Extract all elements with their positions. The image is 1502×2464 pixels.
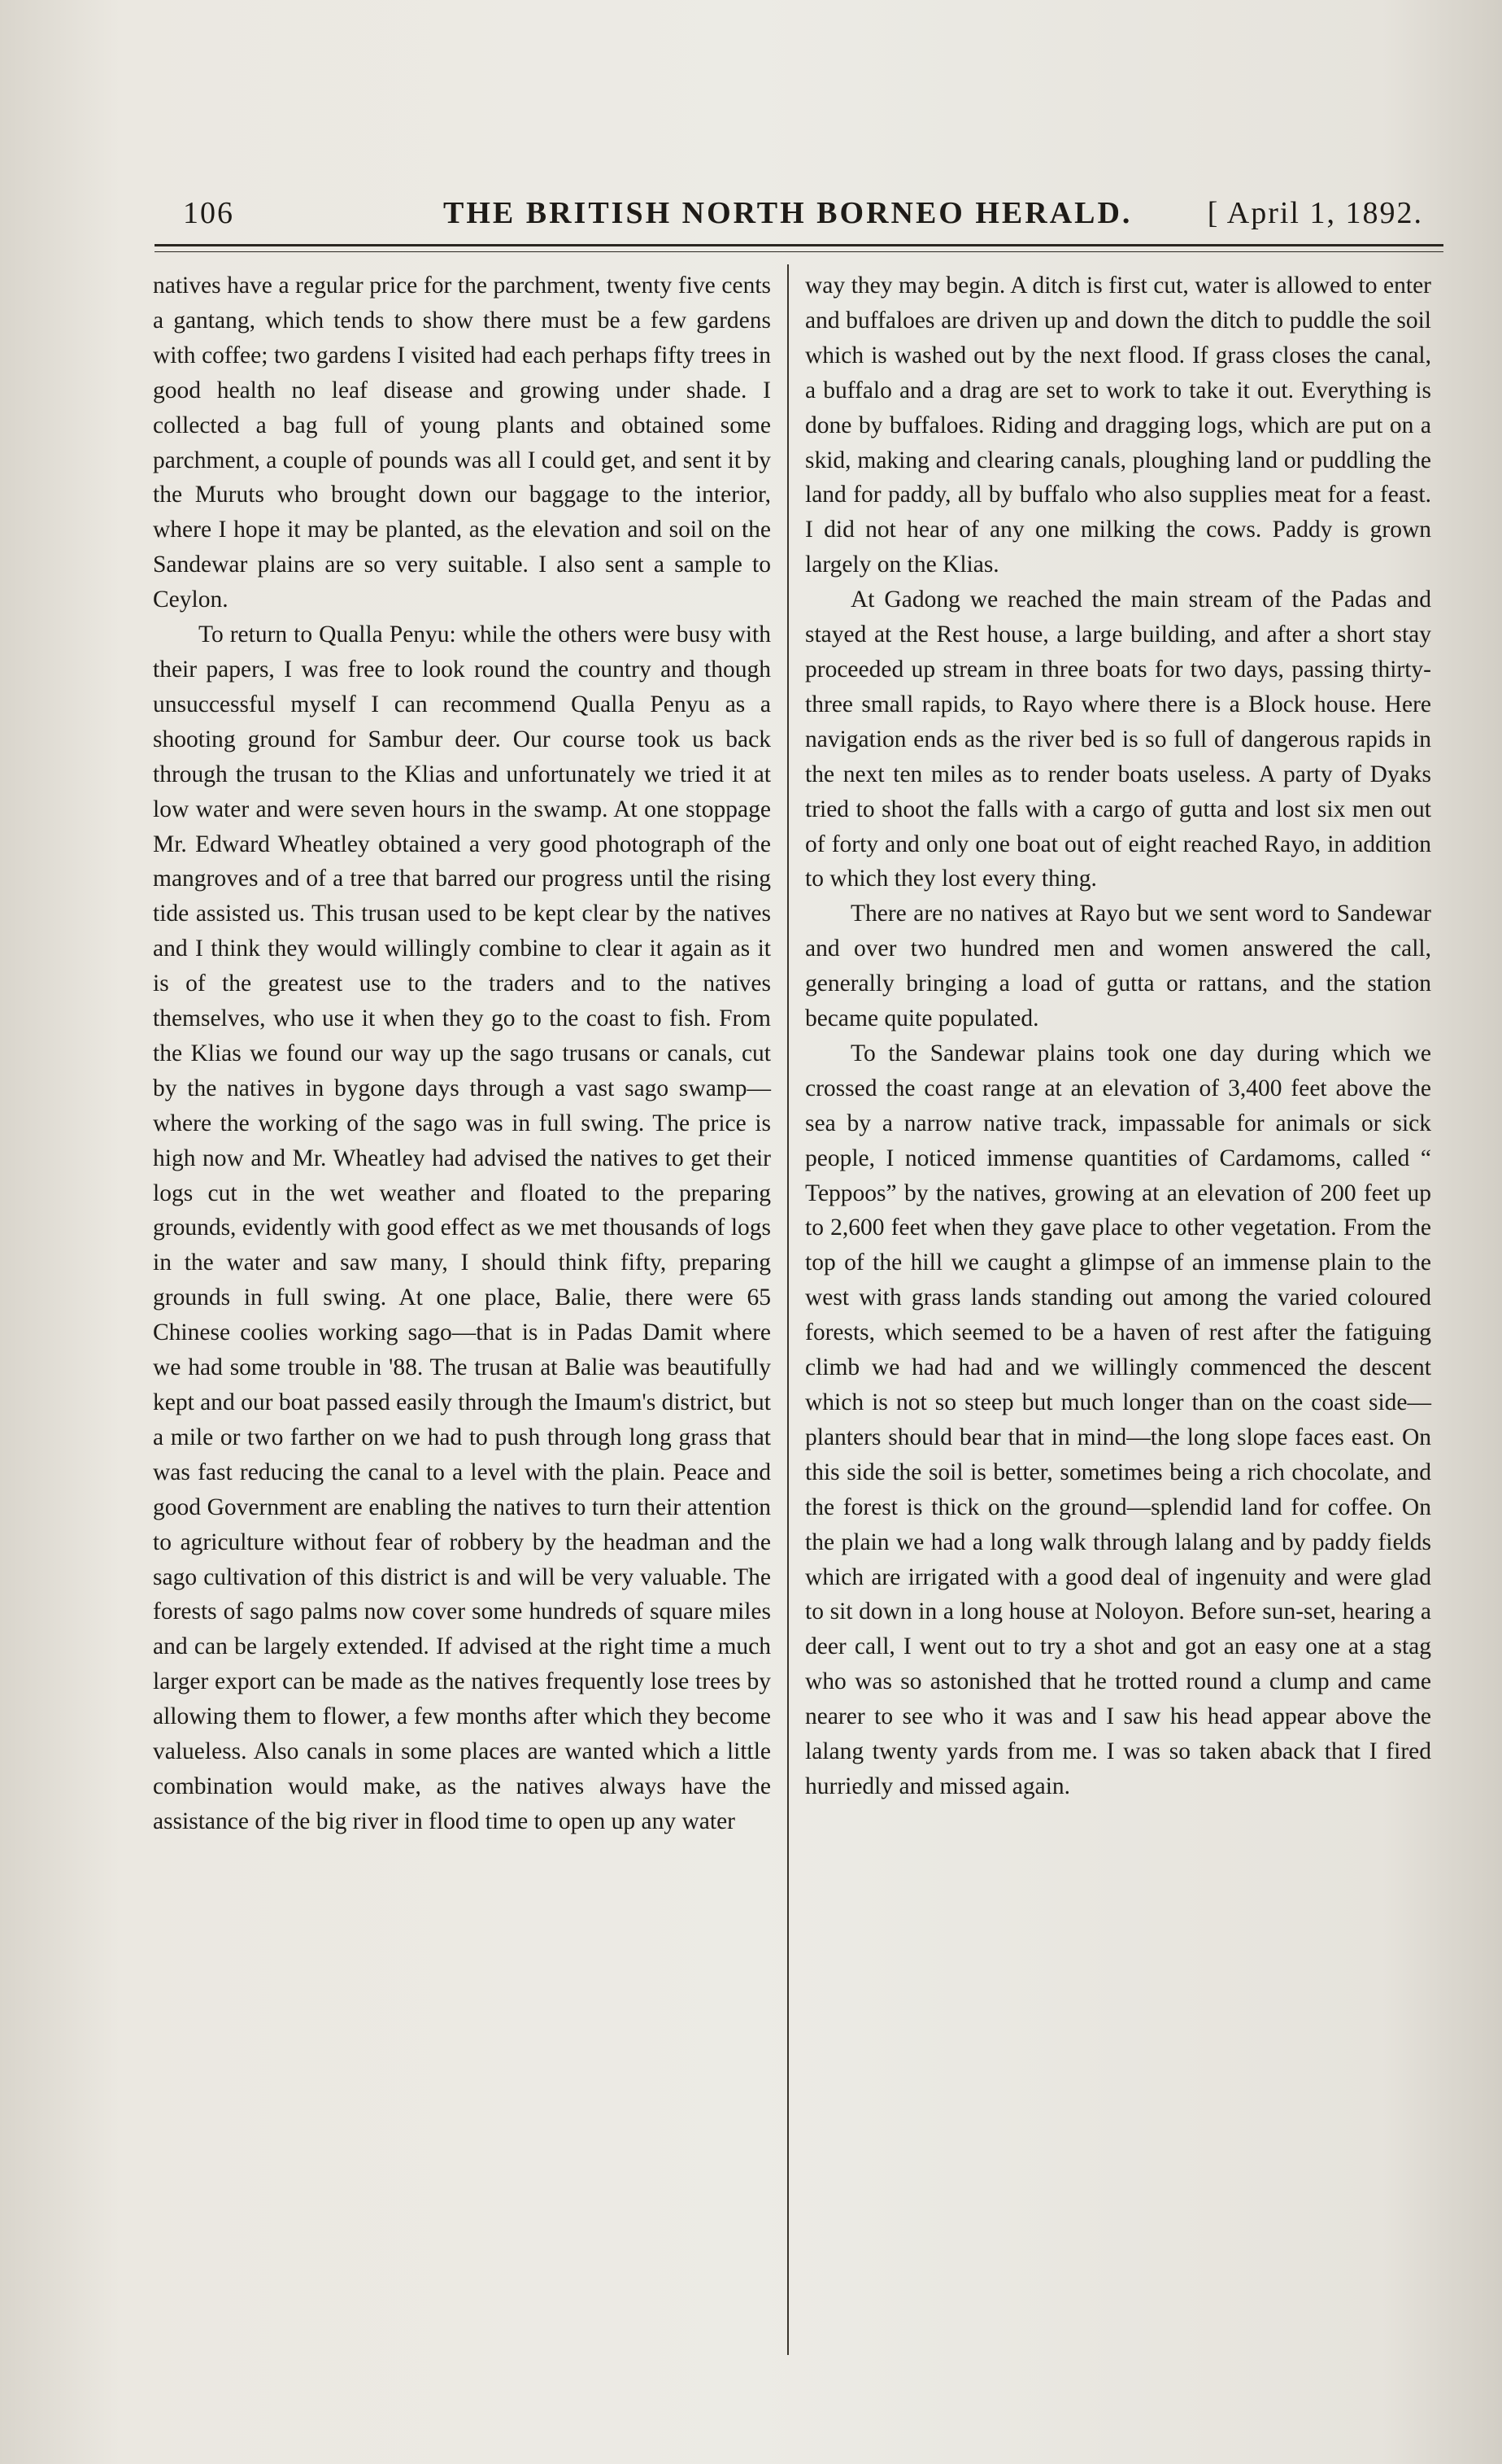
paragraph: To return to Qualla Penyu: while the others were busy with their papers, I was free to look round the country and though unsuccessful myself I can recommend Qualla Penyu as a shooting ground for Sambur deer. Our course took us back through the trusan to the Klias and unfortunately we tried it at low water and were seven hours in the swamp. At one stoppage Mr. Edward Wheatley obtained a very good photograph of the mangroves and of a tree that barred our progress until the rising tide assisted us. This trusan used to be kept clear by the natives and I think they would willingly combine to clear it again as it is of the greatest use to the traders and to the natives themselves, who use it when they go to the coast to fish. From the Klias we found our way up the sago trusans or canals, cut by the natives in bygone days through a vast sago swamp—where the working of the sago was in full swing. The price is high now and Mr. Wheatley had advised the natives to get their logs cut in the wet weather and floated to the preparing grounds, evidently with good effect as we met thousands of logs in the water and saw many, I should think fifty, preparing grounds in full swing. At one place, Balie, there were 65 Chinese coolies working sago—that is in Padas Damit where we had some trouble in '88. The trusan at Balie was beautifully kept and our boat passed easily through the Imaum's district, but a mile or two farther on we had to push through long grass that was fast reducing the canal to a level with the plain. Peace and good Government are enabling the natives to turn their attention to agriculture without fear of robbery by the headman and the sago cultivation of this district is and will be very valuable. The forests of sago palms now cover some hundreds of square miles and can be largely extended. If advised at the right time a much larger export can be made as the natives frequently lose trees by allowing them to flower, a few months after which they become valueless. Also canals in some places are wanted which a little combination would make, as the natives always have the assistance of the big river in flood time to open up any water xyxy=(153,621,771,1834)
right-column xyxy=(805,268,1431,1804)
left-column xyxy=(153,268,771,1839)
column-divider xyxy=(787,264,789,2355)
newspaper-title: THE BRITISH NORTH BORNEO HERALD. xyxy=(443,196,1133,230)
paragraph: At Gadong we reached the main stream of the Padas and stayed at the Rest house, a large building, and after a short stay proceeded up stream in three boats for two days, passing thirty-three small rapids, to Rayo where there is a Block house. Here navigation ends as the river bed is so full of dangerous rapids in the next ten miles as to render boats useless. A party of Dyaks tried to shoot the falls with a cargo of gutta and lost six men out of forty and only one boat out of eight reached Rayo, in addition to which they lost every thing. xyxy=(805,587,1431,892)
paragraph: natives have a regular price for the parchment, twenty five cents a gantang, which tends to show there must be a few gardens with coffee; two gardens I visited had each perhaps fifty trees in good health no leaf disease and growing under shade. I collected a bag full of young plants and obtained some parchment, a couple of pounds was all I could get, and sent it by the Muruts who brought down our baggage to the interior, where I hope it may be planted, as the elevation and soil on the Sandewar plains are so very suitable. I also sent a sample to Ceylon. xyxy=(153,273,771,613)
issue-date: [ April 1, 1892. xyxy=(1207,196,1423,230)
page-header xyxy=(175,195,1431,244)
header-rule-thin xyxy=(155,251,1443,252)
page-number: 106 xyxy=(183,196,234,230)
paragraph: To the Sandewar plains took one day during which we crossed the coast range at an elevation of 3,400 feet above the sea by a narrow native track, impassable for animals or sick people, I noticed immense quantities of Cardamoms, called “ Teppoos” by the natives, growing at an elevation of 200 feet up to 2,600 feet when they gave place to other vegetation. From the top of the hill we caught a glimpse of an immense plain to the west with grass lands standing out among the varied coloured forests, which seemed to be a haven of rest after the fatiguing climb we had had and we willingly commenced the descent which is not so steep but much longer than on the coast side—planters should bear that in mind—the long slope faces east. On this side the soil is better, sometimes being a rich chocolate, and the forest is thick on the ground—splendid land for coffee. On the plain we had a long walk through lalang and by paddy fields which are irrigated with a good deal of ingenuity and were glad to sit down in a long house at Noloyon. Before sun-set, hearing a deer call, I went out to try a shot and got an easy one at a stag who was so astonished that he trotted round a clump and came nearer to see who it was and I saw his head appear above the lalang twenty yards from me. I was so taken aback that I fired hurriedly and missed again. xyxy=(805,1040,1431,1799)
header-rule-thick xyxy=(155,244,1443,246)
paragraph: way they may begin. A ditch is first cut, water is allowed to enter and buffaloes are driven up and down the ditch to puddle the soil which is washed out by the next flood. If grass closes the canal, a buffalo and a drag are set to work to take it out. Everything is done by buffaloes. Riding and dragging logs, which are put on a skid, making and clearing canals, ploughing land or puddling the land for paddy, all by buffalo who also supplies meat for a feast. I did not hear of any one milking the cows. Paddy is grown largely on the Klias. xyxy=(805,273,1431,578)
paragraph: There are no natives at Rayo but we sent word to Sandewar and over two hundred men and women answered the call, generally bringing a load of gutta or rattans, and the station became quite populated. xyxy=(805,901,1431,1032)
